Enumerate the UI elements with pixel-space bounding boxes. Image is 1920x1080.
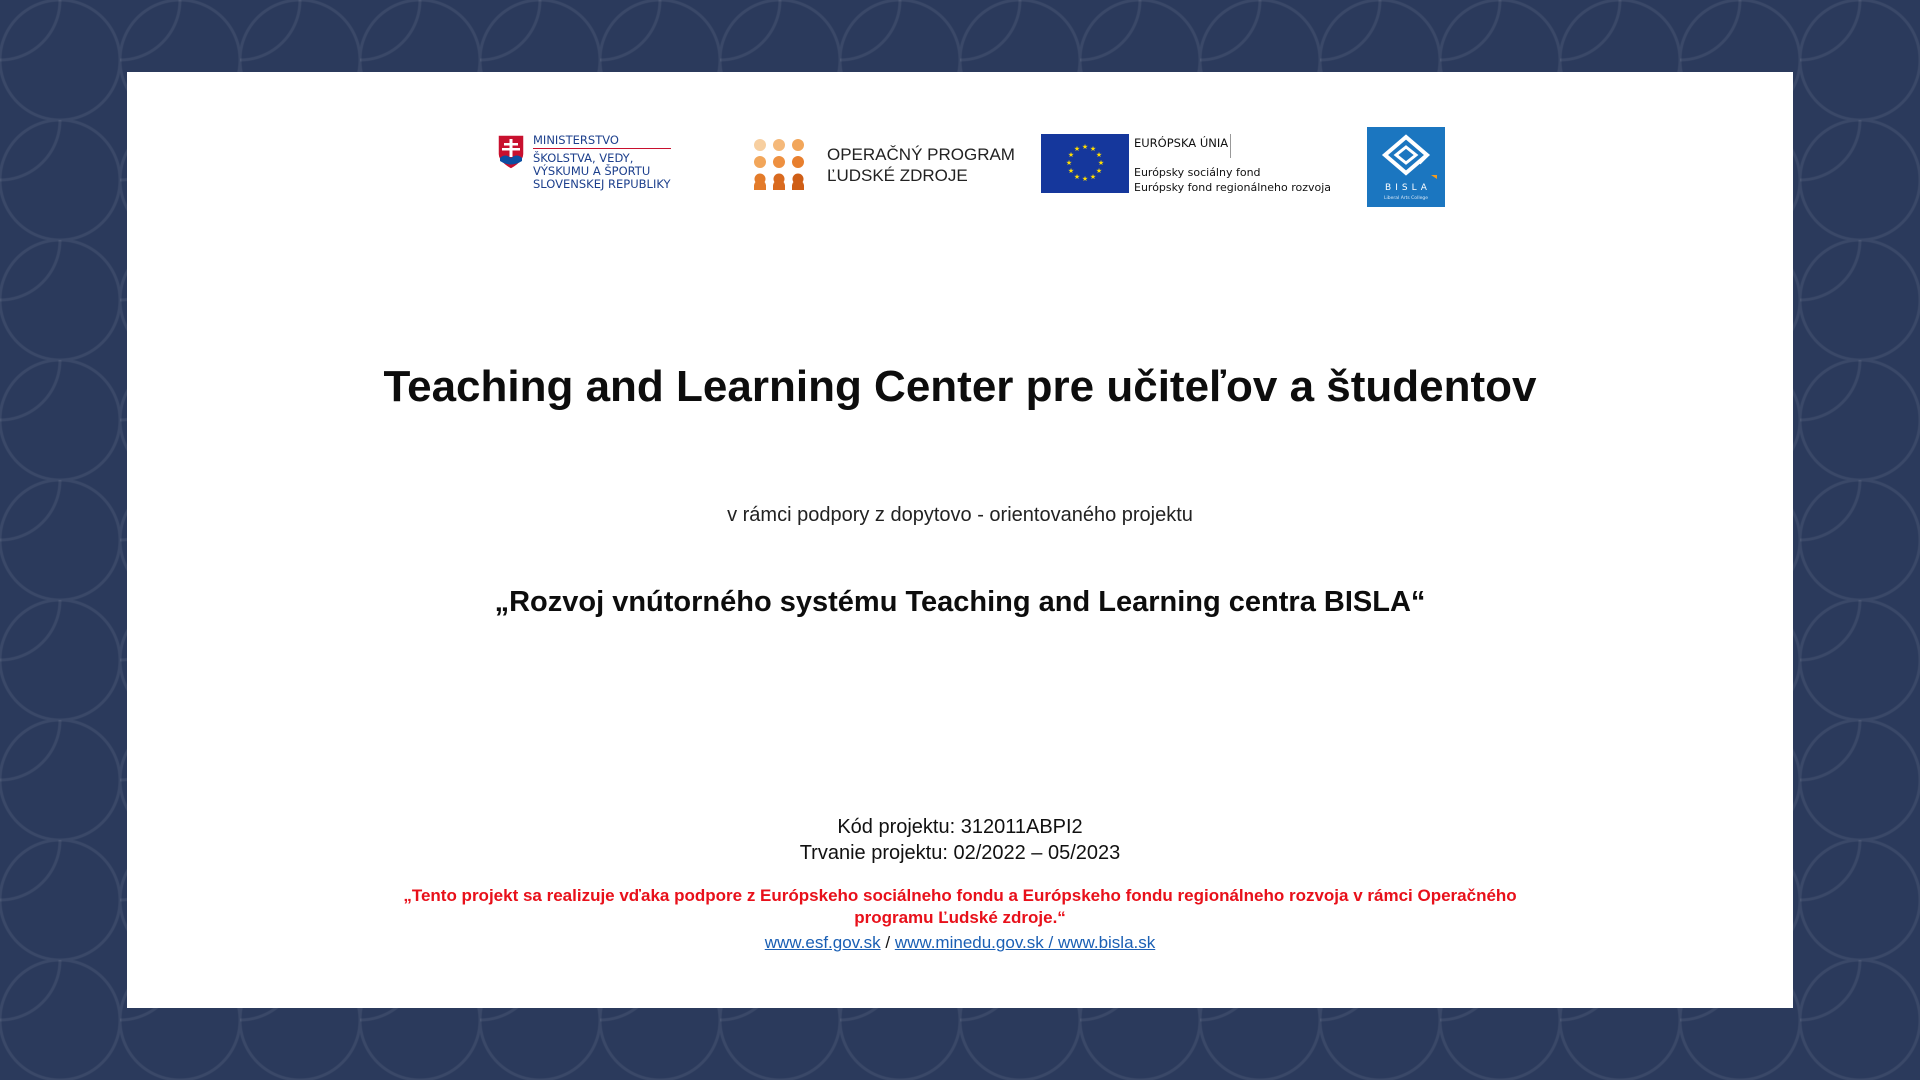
eu-line-1: Európsky sociálny fond: [1134, 166, 1261, 179]
eu-title: EURÓPSKA ÚNIA: [1134, 136, 1229, 150]
eu-stars: [1041, 134, 1129, 193]
svg-text:★: ★: [1081, 143, 1089, 151]
project-meta: [127, 814, 1793, 866]
project-name: „Rozvoj vnútorného systému Teaching and Learning centra BISLA“: [494, 586, 1426, 618]
svg-text:★: ★: [1067, 167, 1075, 175]
bisla-emblem-icon: [1367, 127, 1445, 207]
svg-text:★: ★: [1089, 173, 1097, 181]
op-dots-icon: [752, 138, 808, 190]
bisla-name: BISLA: [1385, 183, 1431, 193]
svg-text:★: ★: [1067, 151, 1075, 159]
funding-notice: „Tento projekt sa realizuje vďaka podpore z Európskeho sociálneho fondu a Európskeho fondu regionálneho rozvoja v rámci Operačného programu Ľudské zdroje.“: [403, 886, 1517, 927]
subtitle: v rámci podpory z dopytovo - orientovaného projektu: [727, 504, 1193, 526]
ministry-title: MINISTERSTVO: [533, 134, 671, 149]
svg-text:★: ★: [1095, 167, 1103, 175]
document-page: [127, 72, 1793, 1008]
project-code: Kód projektu: 312011ABPI2: [837, 816, 1083, 838]
svg-text:★: ★: [1073, 173, 1081, 181]
ministry-line-2: VÝSKUMU A ŠPORTU: [533, 164, 651, 178]
svg-text:★: ★: [1073, 145, 1081, 153]
links-row: [127, 932, 1793, 954]
svg-text:★: ★: [1097, 159, 1105, 167]
minedu-bisla-link[interactable]: www.minedu.gov.sk / www.bisla.sk: [894, 933, 1156, 952]
slovak-coat-of-arms-icon: [497, 134, 525, 170]
ministry-line-3: SLOVENSKEJ REPUBLIKY: [533, 177, 671, 191]
svg-text:★: ★: [1065, 159, 1073, 167]
bisla-logo: [1367, 127, 1445, 207]
bisla-subtitle: Liberal Arts College: [1384, 196, 1428, 201]
op-line-1: OPERAČNÝ PROGRAM: [827, 145, 1015, 164]
page-title: Teaching and Learning Center pre učiteľov a študentov: [383, 362, 1537, 411]
eu-logo: [1041, 134, 1341, 198]
ministry-logo: [497, 134, 687, 196]
esf-link[interactable]: www.esf.gov.sk: [764, 933, 881, 952]
eu-flag-icon: [1041, 134, 1129, 193]
eu-line-2: Európsky fond regionálneho rozvoja: [1134, 181, 1332, 194]
svg-text:★: ★: [1081, 175, 1089, 183]
project-duration: Trvanie projektu: 02/2022 – 05/2023: [799, 842, 1121, 864]
ministry-line-1: ŠKOLSTVA, VEDY,: [533, 151, 634, 165]
op-ludske-zdroje-logo: [752, 136, 1015, 192]
svg-text:★: ★: [1095, 151, 1103, 159]
link-separator: /: [880, 933, 895, 952]
op-line-2: ĽUDSKÉ ZDROJE: [827, 166, 968, 185]
eu-divider: [1230, 134, 1231, 158]
svg-text:★: ★: [1089, 145, 1097, 153]
